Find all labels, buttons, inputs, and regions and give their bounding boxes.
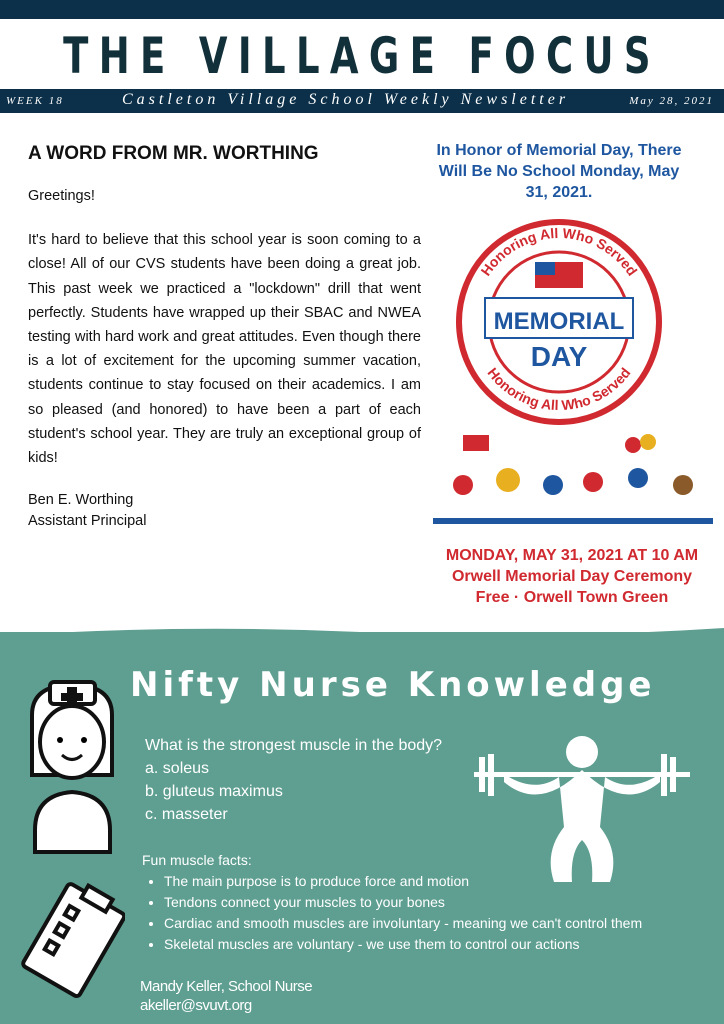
quiz-option: b. gluteus maximus: [145, 783, 283, 800]
fact-item: • Skeletal muscles are voluntary - we use them to control our actions: [164, 934, 642, 955]
seal-main-2: DAY: [530, 341, 588, 372]
event-time: MONDAY, MAY 31, 2021 AT 10 AM: [445, 547, 699, 564]
masthead: [0, 26, 724, 86]
parade-illustration: [433, 430, 713, 535]
fact-item: • Tendons connect your muscles to your bones: [164, 892, 642, 913]
signer-role: Assistant Principal: [28, 513, 147, 530]
letter-body: [28, 184, 421, 532]
quiz-question: What is the strongest muscle in the body?: [145, 737, 443, 754]
newsletter-subtitle: Castleton Village School Weekly Newsletter: [122, 91, 570, 108]
nurse-signature: [140, 977, 312, 1015]
no-school-notice: In Honor of Memorial Day, There Will Be No School Monday, May 31, 2021.: [436, 142, 682, 201]
letter-heading: A WORD FROM MR. WORTHING: [28, 143, 319, 164]
memorial-day-seal: [455, 218, 663, 426]
ceremony-info: [420, 545, 724, 608]
quiz: [145, 734, 442, 826]
signature: [28, 490, 421, 532]
fact-item: • Cardiac and smooth muscles are involuntary - meaning we can't control them: [164, 913, 642, 934]
quiz-option: c. masseter: [145, 806, 228, 823]
seal-text-bottom: Honoring All Who Served: [484, 364, 634, 414]
letter-text: It's hard to believe that this school year is soon coming to a close! All of our CVS students have been doing a great job. This past week we practiced a "lockdown" drill that went perfectly. Students have wrapped up their SBAC and NWEA testing with hard work and great attitudes. Even though there is a lot of excitement for the upcoming summer vacation, students continue to stay focused on their academics. I am so pleased (and honored) to have been a part of each student's school year. They are truly an exceptional group of kids!: [28, 232, 421, 467]
nurse-section-title: Nifty Nurse Knowledge: [130, 665, 656, 705]
seal-main-1: MEMORIAL: [493, 308, 625, 335]
quiz-option: a. soleus: [145, 760, 210, 777]
clipboard-icon: [20, 877, 125, 1007]
top-bar: [0, 0, 724, 19]
nurse-name: Mandy Keller, School Nurse: [140, 978, 313, 995]
signer-name: Ben E. Worthing: [28, 492, 134, 509]
seal-text-top: Honoring All Who Served: [477, 224, 641, 279]
issue-date: May 28, 2021: [629, 95, 714, 107]
greeting: Greetings!: [28, 188, 95, 204]
event-place: Free · Orwell Town Green: [475, 589, 669, 606]
event-name: Orwell Memorial Day Ceremony: [451, 568, 693, 585]
nurse-email[interactable]: akeller@svuvt.org: [140, 997, 252, 1014]
header-band: [0, 89, 724, 113]
muscle-facts: [142, 850, 642, 955]
facts-label: Fun muscle facts:: [142, 852, 252, 868]
week-label: WEEK 18: [6, 95, 64, 107]
fact-item: • The main purpose is to produce force and motion: [164, 871, 642, 892]
newsletter-title: THE VILLAGE FOCUS: [63, 27, 661, 85]
nurse-icon: [20, 680, 125, 855]
